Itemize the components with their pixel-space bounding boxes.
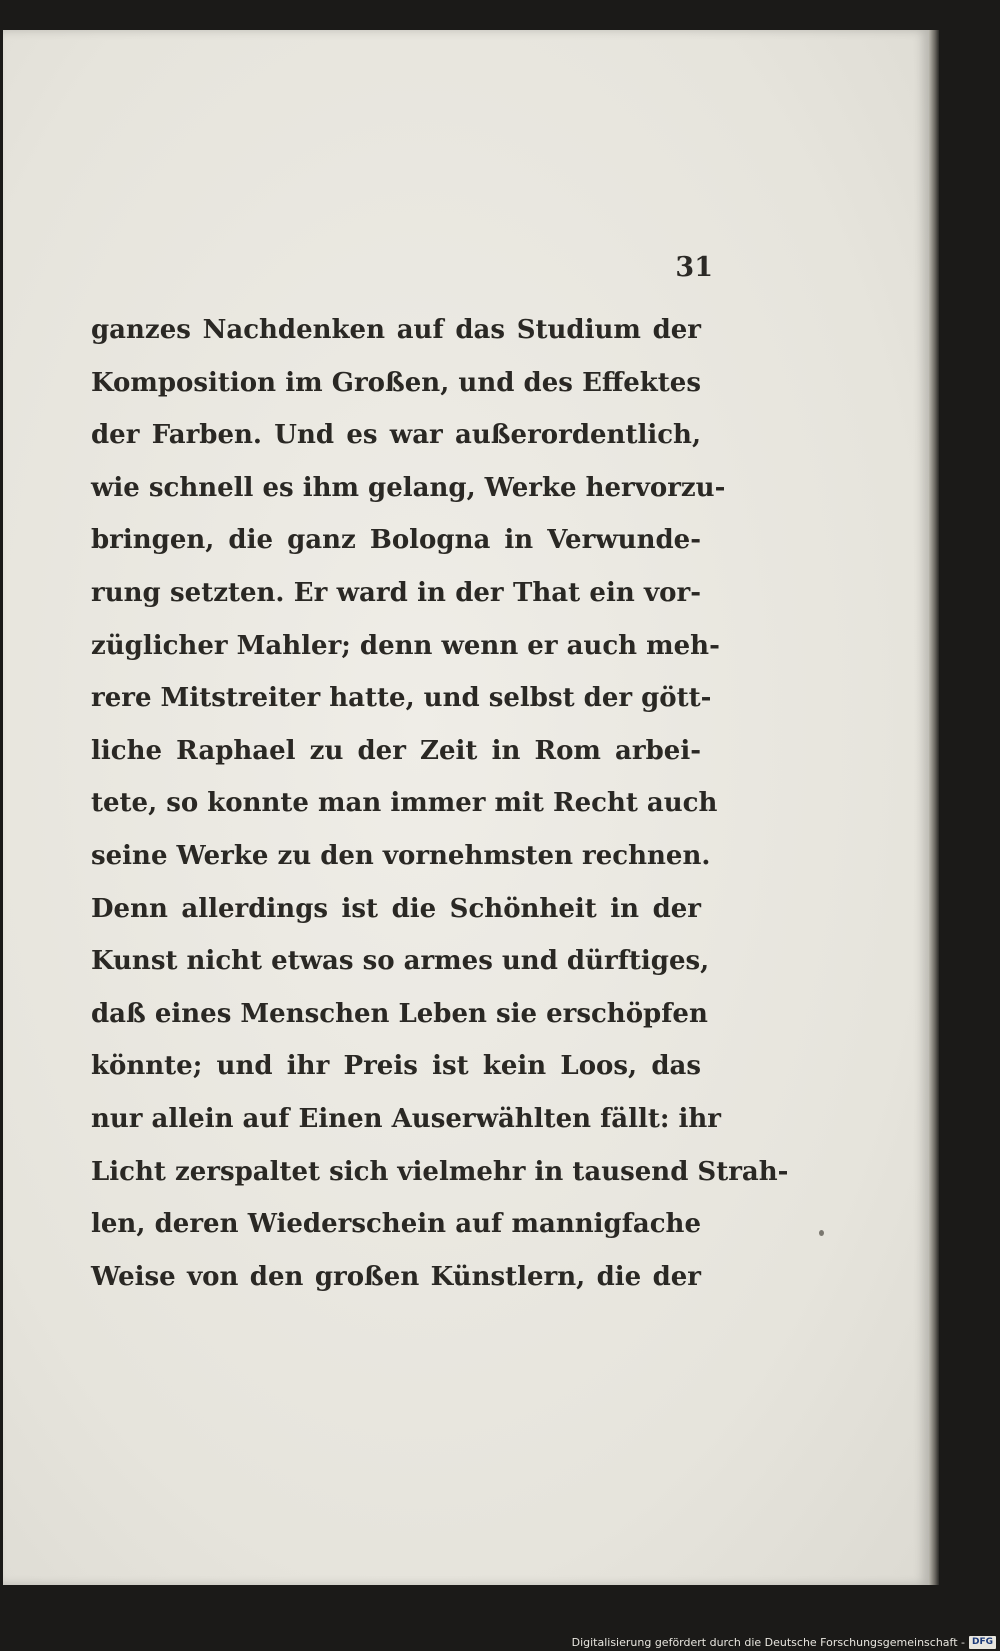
text-line: bringen, die ganz Bologna in Verwunde- [91, 525, 701, 556]
text-line: rere Mitstreiter hatte, und selbst der gött- [91, 683, 712, 714]
page-number: 31 [675, 252, 713, 283]
text-line: seine Werke zu den vornehmsten rechnen. [91, 840, 711, 871]
text-line: Denn allerdings ist die Schönheit in der [91, 893, 701, 924]
text-line: liche Raphael zu der Zeit in Rom arbei- [91, 735, 701, 766]
text-line: wie schnell es ihm gelang, Werke hervorzu- [91, 472, 726, 503]
text-line: Kunst nicht etwas so armes und dürftiges, [91, 946, 710, 977]
text-line: ganzes Nachdenken auf das Studium der [91, 315, 701, 345]
text-line: Weise von den großen Künstlern, die der [91, 1261, 701, 1292]
page-edge [929, 30, 939, 1585]
digitization-credit [572, 1636, 996, 1649]
text-line: daß eines Menschen Leben sie erschöpfen [91, 998, 708, 1029]
text-line: der Farben. Und es war außerordentlich, [91, 420, 701, 451]
text-line: könnte; und ihr Preis ist kein Loos, das [91, 1051, 701, 1082]
text-line: nur allein auf Einen Auserwählten fällt: ihr [91, 1103, 722, 1134]
book-page [3, 30, 929, 1585]
text-line: len, deren Wiederschein auf mannigfache [91, 1209, 701, 1240]
page-text [91, 304, 789, 1303]
credit-text: Digitalisierung gefördert durch die Deutsche Forschungsgemeinschaft - [571, 1636, 965, 1649]
paper-speck [819, 1230, 824, 1236]
text-line: Licht zerspaltet sich vielmehr in tausend Strah- [91, 1156, 789, 1187]
text-line: züglicher Mahler; denn wenn er auch meh- [91, 630, 720, 661]
text-line: rung setzten. Er ward in der That ein vor- [91, 577, 701, 608]
text-line: Komposition im Großen, und des Effektes [91, 367, 701, 398]
dfg-logo-icon: DFG [969, 1636, 996, 1649]
text-line: tete, so konnte man immer mit Recht auch [91, 788, 718, 819]
